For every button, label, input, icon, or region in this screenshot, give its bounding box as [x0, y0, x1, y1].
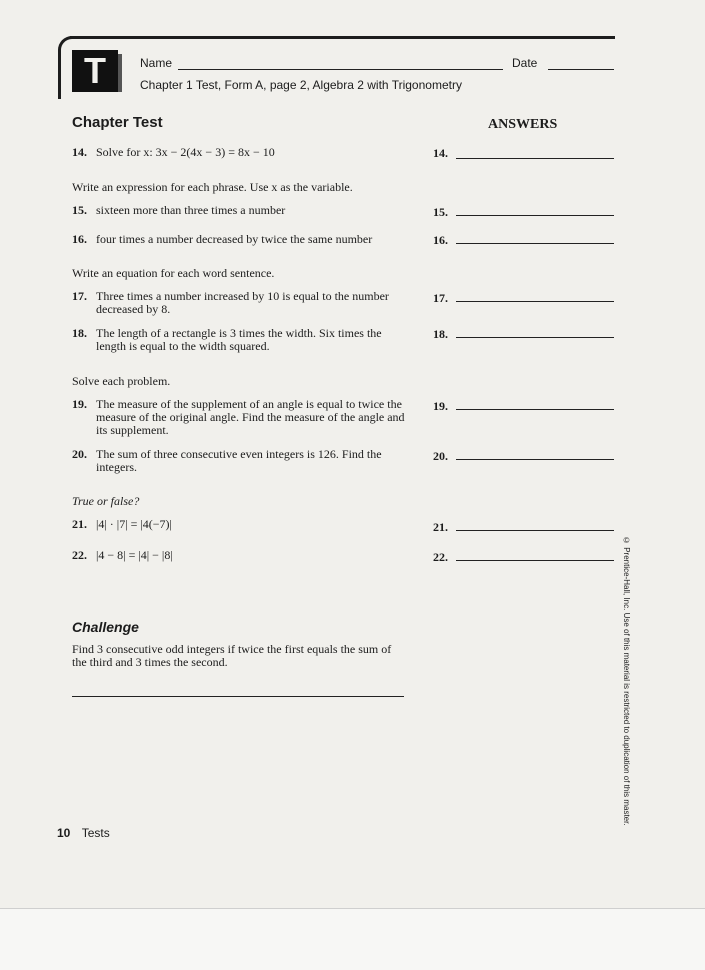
answer-line-21[interactable]: [456, 530, 614, 531]
question-number: 20.: [72, 447, 87, 461]
question-text: The length of a rectangle is 3 times the width. Six times the length is equal to the width squared.: [96, 326, 382, 353]
answer-number-18: 18.: [433, 327, 448, 341]
answer-number-19: 19.: [433, 399, 448, 413]
answer-number-20: 20.: [433, 449, 448, 463]
question-number: 14.: [72, 145, 87, 159]
copyright-note: © Prentice-Hall, Inc. Use of this material is restricted to duplication of this master.: [622, 536, 631, 826]
question-text: |4 − 8| = |4| − |8|: [96, 548, 173, 562]
instruction-expressions: Write an expression for each phrase. Use x as the variable.: [72, 180, 353, 194]
instruction-solve: Solve each problem.: [72, 374, 171, 388]
header-rule: [70, 36, 615, 39]
question-number: 17.: [72, 289, 87, 303]
answer-number-22: 22.: [433, 550, 448, 564]
question-text: Solve for x: 3x − 2(4x − 3) = 8x − 10: [96, 145, 275, 159]
question-15: [72, 204, 406, 217]
instruction-equations: Write an equation for each word sentence.: [72, 266, 275, 280]
question-number: 22.: [72, 548, 87, 562]
date-label: Date: [512, 56, 538, 70]
question-number: 16.: [72, 232, 87, 246]
section-title: Chapter Test: [72, 114, 163, 131]
question-text: The measure of the supplement of an angle is equal to twice the measure of the original angle. Find the measure of the angle and its supplement.: [96, 397, 405, 437]
name-label: Name: [140, 56, 173, 70]
name-line[interactable]: [178, 69, 503, 70]
question-14: [72, 146, 426, 159]
question-20: [72, 448, 406, 474]
question-17: [72, 290, 406, 316]
answer-number-17: 17.: [433, 291, 448, 305]
question-number: 15.: [72, 203, 87, 217]
scan-margin: [0, 909, 705, 970]
question-text: sixteen more than three times a number: [96, 203, 286, 217]
question-text: The sum of three consecutive even integers is 126. Find the integers.: [96, 447, 382, 474]
question-text: Three times a number increased by 10 is equal to the number decreased by 8.: [96, 289, 389, 316]
question-19: [72, 398, 406, 437]
challenge-text: Find 3 consecutive odd integers if twice the first equals the sum of the third and 3 times the second.: [72, 642, 392, 669]
answer-number-15: 15.: [433, 205, 448, 219]
question-21: [72, 518, 406, 531]
answer-line-16[interactable]: [456, 243, 614, 244]
question-number: 21.: [72, 517, 87, 531]
answer-line-15[interactable]: [456, 215, 614, 216]
question-text: four times a number decreased by twice the same number: [96, 232, 373, 246]
question-18: [72, 327, 406, 353]
answer-line-20[interactable]: [456, 459, 614, 460]
question-number: 19.: [72, 397, 87, 411]
answer-number-16: 16.: [433, 233, 448, 247]
question-number: 18.: [72, 326, 87, 340]
page-number: 10: [57, 826, 71, 840]
instruction-true-false: True or false?: [72, 494, 140, 508]
answer-line-14[interactable]: [456, 158, 614, 159]
answer-line-18[interactable]: [456, 337, 614, 338]
question-22: [72, 549, 406, 562]
answer-line-17[interactable]: [456, 301, 614, 302]
answer-line-19[interactable]: [456, 409, 614, 410]
challenge-answer-line[interactable]: [72, 696, 404, 697]
page-label: Tests: [81, 826, 110, 840]
header-subtitle: Chapter 1 Test, Form A, page 2, Algebra 2 with Trigonometry: [140, 78, 462, 92]
date-line[interactable]: [548, 69, 614, 70]
answer-number-21: 21.: [433, 520, 448, 534]
question-text: |4| · |7| = |4(−7)|: [96, 517, 172, 531]
challenge-title: Challenge: [72, 619, 139, 635]
page-footer: [57, 826, 110, 840]
answer-number-14: 14.: [433, 146, 448, 160]
tests-logo: T: [72, 50, 118, 92]
answers-heading: ANSWERS: [488, 117, 558, 132]
question-16: [72, 233, 426, 246]
answer-line-22[interactable]: [456, 560, 614, 561]
